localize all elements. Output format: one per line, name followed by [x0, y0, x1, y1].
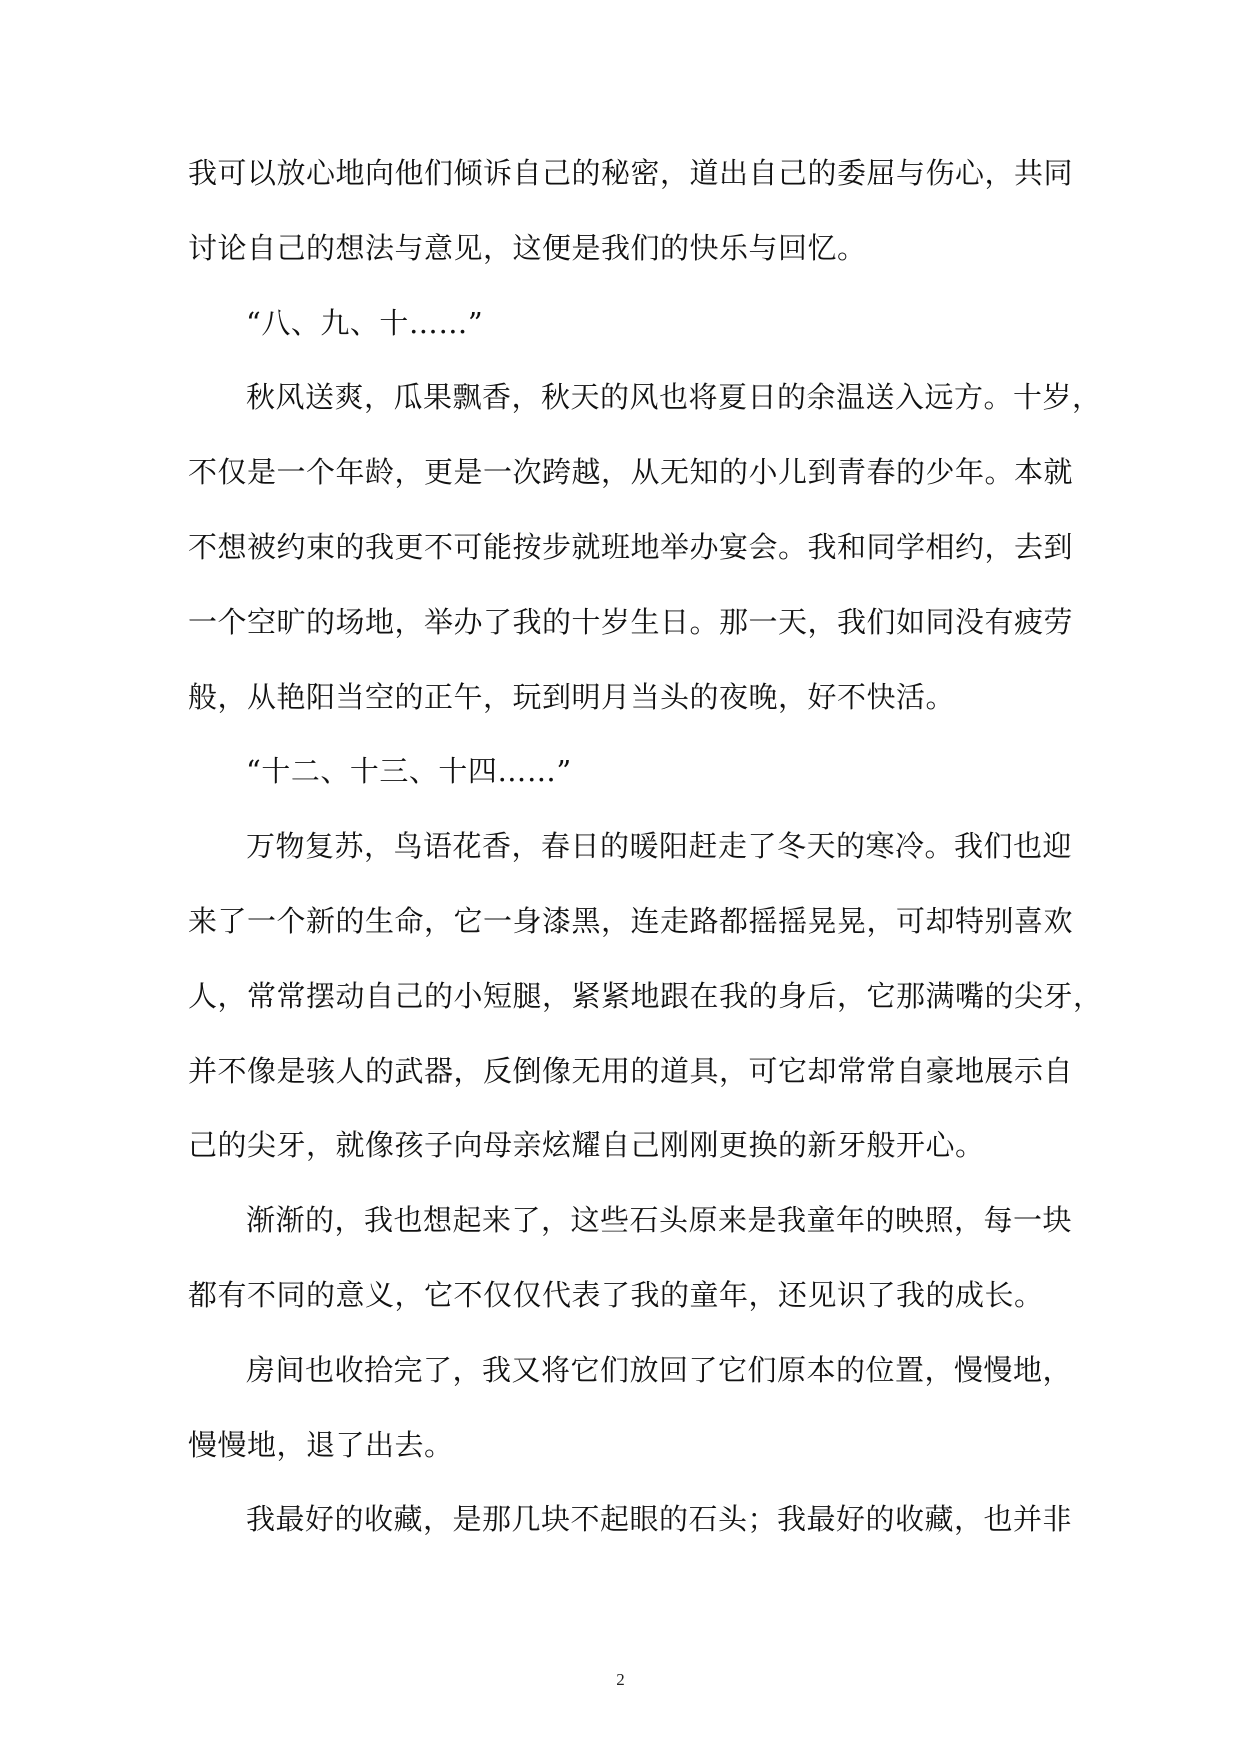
- page-number: 2: [616, 1670, 625, 1689]
- text-line: 不想被约束的我更不可能按步就班地举办宴会。我和同学相约，去到: [188, 529, 1074, 564]
- text-line: 一个空旷的场地，举办了我的十岁生日。那一天，我们如同没有疲劳: [188, 604, 1074, 639]
- text-line: 人，常常摆动自己的小短腿，紧紧地跟在我的身后，它那满嘴的尖牙，: [188, 978, 1103, 1013]
- text-line: “十二、十三、十四……”: [246, 754, 572, 789]
- text-line: 都有不同的意义，它不仅仅代表了我的童年，还见识了我的成长。: [188, 1277, 1044, 1312]
- text-line: 己的尖牙，就像孩子向母亲炫耀自己刚刚更换的新牙般开心。: [188, 1128, 985, 1163]
- body-text: [188, 144, 1103, 1565]
- text-line: 我最好的收藏，是那几块不起眼的石头；我最好的收藏，也并非: [246, 1502, 1073, 1537]
- text-line: 房间也收拾完了，我又将它们放回了它们原本的位置，慢慢地，: [246, 1352, 1073, 1387]
- text-line: 渐渐的，我也想起来了，这些石头原来是我童年的映照，每一块: [246, 1203, 1073, 1238]
- text-line: “八、九、十……”: [246, 305, 484, 340]
- text-line: 慢慢地，退了出去。: [188, 1427, 454, 1462]
- text-line: 讨论自己的想法与意见，这便是我们的快乐与回忆。: [188, 230, 867, 265]
- text-line: 我可以放心地向他们倾诉自己的秘密，道出自己的委屈与伤心，共同: [188, 156, 1074, 190]
- text-line: 不仅是一个年龄，更是一次跨越，从无知的小儿到青春的少年。本就: [188, 455, 1074, 490]
- text-line: 来了一个新的生命，它一身漆黑，连走路都摇摇晃晃，可却特别喜欢: [188, 903, 1074, 938]
- text-line: 并不像是骇人的武器，反倒像无用的道具，可它却常常自豪地展示自: [188, 1053, 1074, 1088]
- text-line: 秋风送爽，瓜果飘香，秋天的风也将夏日的余温送入远方。十岁，: [246, 380, 1102, 415]
- text-line: 万物复苏，鸟语花香，春日的暖阳赶走了冬天的寒冷。我们也迎: [246, 829, 1073, 864]
- text-line: 般，从艳阳当空的正午，玩到明月当头的夜晚，好不快活。: [188, 679, 956, 714]
